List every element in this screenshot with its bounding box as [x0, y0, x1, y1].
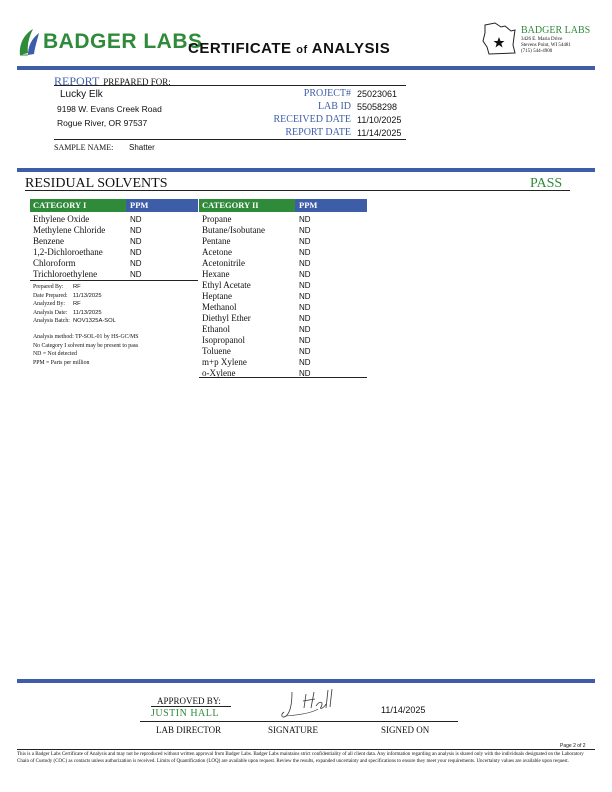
- prep-label: Analysis Date:: [33, 309, 68, 316]
- project-value: 25023061: [357, 89, 398, 99]
- table-row: [30, 236, 198, 247]
- solvent-ppm: ND: [299, 248, 311, 257]
- prep-value: 11/13/2025: [73, 309, 102, 316]
- title-of: of: [296, 44, 308, 56]
- category-1-title: CATEGORY I: [33, 200, 87, 210]
- disclaimer-text: This is a Badger Labs Certificate of Analysis and may not be reproduced without written approval from Badger Labs. Badger Labs maintains strict confidentiality of all client data. Any information regarding an analysis is shared only with the individuals designated on the Laboratory Chain of Custody (COC) as contacts unless authorization is received. Limits of Quantification (LOQ) are available upon request. Review the results, expanded uncertainty and specifications to ensure they meet your requirements. Uncertainty values are available upon request.: [17, 752, 584, 764]
- solvent-name: Pentane: [202, 236, 231, 246]
- section-divider: [17, 168, 595, 172]
- approved-by-label: APPROVED BY:: [157, 696, 221, 706]
- document-title: [188, 40, 390, 57]
- prep-label: Prepared By:: [33, 284, 64, 290]
- prep-row: [33, 283, 193, 292]
- lab-id-value: 55058298: [357, 102, 398, 112]
- section-title: RESIDUAL SOLVENTS: [25, 176, 168, 191]
- prep-value: 11/13/2025: [73, 292, 102, 299]
- table-row: [30, 269, 198, 280]
- solvent-ppm: ND: [299, 314, 311, 323]
- solvent-ppm: ND: [299, 347, 311, 356]
- prepared-for-label: PREPARED FOR:: [103, 77, 171, 87]
- table-bottom-rule: [30, 280, 198, 281]
- signed-on-label: SIGNED ON: [381, 725, 430, 735]
- prep-row: [33, 317, 193, 326]
- table-row: [199, 324, 367, 335]
- solvent-ppm: ND: [299, 270, 311, 279]
- title-certificate: CERTIFICATE: [188, 40, 292, 57]
- solvent-name: Methanol: [202, 302, 237, 312]
- category-2-title: CATEGORY II: [202, 200, 259, 210]
- solvent-name: Ethanol: [202, 324, 230, 334]
- solvent-ppm: ND: [299, 215, 311, 224]
- solvent-name: Benzene: [33, 236, 64, 246]
- report-label: REPORT: [54, 74, 100, 88]
- disclaimer-rule: [17, 749, 595, 750]
- note-line: ND = Not detected: [33, 351, 77, 357]
- table-row: [199, 236, 367, 247]
- category-1-rows: [30, 214, 198, 281]
- solvent-ppm: ND: [299, 336, 311, 345]
- solvent-name: Heptane: [202, 291, 232, 301]
- table-row: [30, 225, 198, 236]
- solvent-name: Acetone: [202, 247, 232, 257]
- prep-row: [33, 309, 193, 318]
- solvent-name: Chloroform: [33, 258, 76, 268]
- prep-label: Date Prepared:: [33, 292, 68, 299]
- table-row: [199, 335, 367, 346]
- leaf-logo-icon: [17, 27, 41, 57]
- solvent-name: Propane: [202, 214, 232, 224]
- received-date-value: 11/10/2025: [357, 115, 402, 125]
- logo: [17, 27, 203, 57]
- note-line: No Category I solvent may be present to pass: [33, 342, 139, 349]
- sample-name-label: SAMPLE NAME:: [54, 143, 114, 152]
- table-row: [30, 214, 198, 225]
- section-result-pass: PASS: [530, 176, 563, 191]
- note-line: PPM = Parts per million: [33, 359, 90, 366]
- solvent-name: o-Xylene: [202, 368, 236, 378]
- prepared-underline: [54, 85, 406, 86]
- fields-underline: [54, 139, 406, 140]
- signature-label: SIGNATURE: [268, 725, 319, 735]
- category-2-rows: [199, 214, 367, 379]
- table-row: [199, 247, 367, 258]
- title-analysis: ANALYSIS: [311, 40, 391, 57]
- category-2-header: [199, 199, 367, 212]
- solvent-name: Butane/Isobutane: [202, 225, 265, 235]
- table-row: [199, 346, 367, 357]
- solvent-name: Ethylene Oxide: [33, 214, 90, 224]
- solvent-ppm: ND: [299, 303, 311, 312]
- report-date-label: REPORT DATE: [285, 127, 351, 138]
- table-row: [199, 280, 367, 291]
- table-row: [199, 357, 367, 368]
- solvent-name: Isopropanol: [202, 335, 245, 345]
- solvent-name: Trichloroethylene: [33, 269, 98, 279]
- solvent-name: m+p Xylene: [202, 357, 247, 367]
- category-1-header: [30, 199, 198, 212]
- solvent-name: Diethyl Ether: [202, 313, 251, 323]
- solvent-ppm: ND: [130, 270, 142, 279]
- address-line-3: (715) 544-4900: [521, 49, 553, 54]
- prep-value: NOV1325A-SOL: [73, 318, 116, 324]
- signed-on-value: 11/14/2025: [381, 705, 426, 715]
- footer-divider: [17, 679, 595, 683]
- solvent-ppm: ND: [299, 292, 311, 301]
- page-number: Page 2 of 2: [560, 743, 586, 749]
- solvent-ppm: ND: [299, 325, 311, 334]
- solvent-name: Methylene Chloride: [33, 225, 106, 235]
- brand-name: BADGER LABS: [43, 30, 203, 53]
- project-label: PROJECT#: [303, 88, 351, 99]
- prep-value: RF: [73, 284, 81, 290]
- report-date-value: 11/14/2025: [357, 128, 402, 138]
- category-1-ppm-header: PPM: [130, 200, 149, 210]
- address-line-2: Stevens Point, WI 54481: [521, 43, 571, 48]
- wisconsin-map-icon: [481, 21, 519, 57]
- solvent-name: 1,2-Dichloroethane: [33, 247, 103, 257]
- header-divider: [17, 66, 595, 70]
- client-name: Lucky Elk: [60, 89, 103, 100]
- solvent-ppm: ND: [130, 237, 142, 246]
- solvent-ppm: ND: [130, 215, 142, 224]
- table-row: [199, 225, 367, 236]
- prep-row: [33, 300, 193, 309]
- prep-label: Analyzed By:: [33, 301, 66, 307]
- table-row: [199, 313, 367, 324]
- category-1-table: [30, 199, 198, 281]
- lab-director-label: LAB DIRECTOR: [156, 725, 222, 735]
- received-date-label: RECEIVED DATE: [273, 114, 351, 125]
- category-2-ppm-header: PPM: [299, 200, 318, 210]
- prep-value: RF: [73, 301, 81, 307]
- table-row: [199, 269, 367, 280]
- solvent-ppm: ND: [299, 281, 311, 290]
- solvent-ppm: ND: [130, 226, 142, 235]
- solvent-ppm: ND: [299, 237, 311, 246]
- approver-name: JUSTIN HALL: [151, 708, 219, 719]
- category-2-bottom-rule: [199, 377, 367, 378]
- category-2-table: [199, 199, 367, 379]
- solvent-ppm: ND: [299, 358, 311, 367]
- sample-name-value: Shatter: [129, 143, 155, 152]
- client-address-1: 9198 W. Evans Creek Road: [57, 104, 162, 114]
- prep-label: Analysis Batch:: [33, 318, 70, 324]
- solvent-name: Ethyl Acetate: [202, 280, 251, 290]
- solvent-ppm: ND: [299, 226, 311, 235]
- solvent-name: Toluene: [202, 346, 231, 356]
- report-prepared-label: [54, 72, 171, 90]
- client-address-2: Rogue River, OR 97537: [57, 118, 148, 128]
- prep-row: [33, 292, 193, 301]
- address-brand-name: BADGER LABS: [521, 25, 591, 36]
- solvent-ppm: ND: [299, 259, 311, 268]
- solvent-ppm: ND: [299, 369, 311, 378]
- prep-info: [33, 283, 193, 326]
- signature-image: [278, 688, 348, 722]
- lab-id-label: LAB ID: [317, 101, 351, 112]
- method-notes: [33, 333, 193, 367]
- table-row: [199, 302, 367, 313]
- table-row: [30, 258, 198, 269]
- address-line-1: 3426 E. Maria Drive: [521, 37, 563, 42]
- section-underline: [25, 190, 570, 191]
- solvent-ppm: ND: [130, 248, 142, 257]
- solvent-name: Hexane: [202, 269, 230, 279]
- note-line: Analysis method: TP-SOL-01 by HS-GC/MS: [33, 334, 139, 340]
- table-row: [199, 291, 367, 302]
- solvent-name: Acetonitrile: [202, 258, 245, 268]
- table-row: [30, 247, 198, 258]
- table-row: [199, 258, 367, 269]
- table-row: [199, 214, 367, 225]
- approved-by-underline: [151, 706, 231, 707]
- solvent-ppm: ND: [130, 259, 142, 268]
